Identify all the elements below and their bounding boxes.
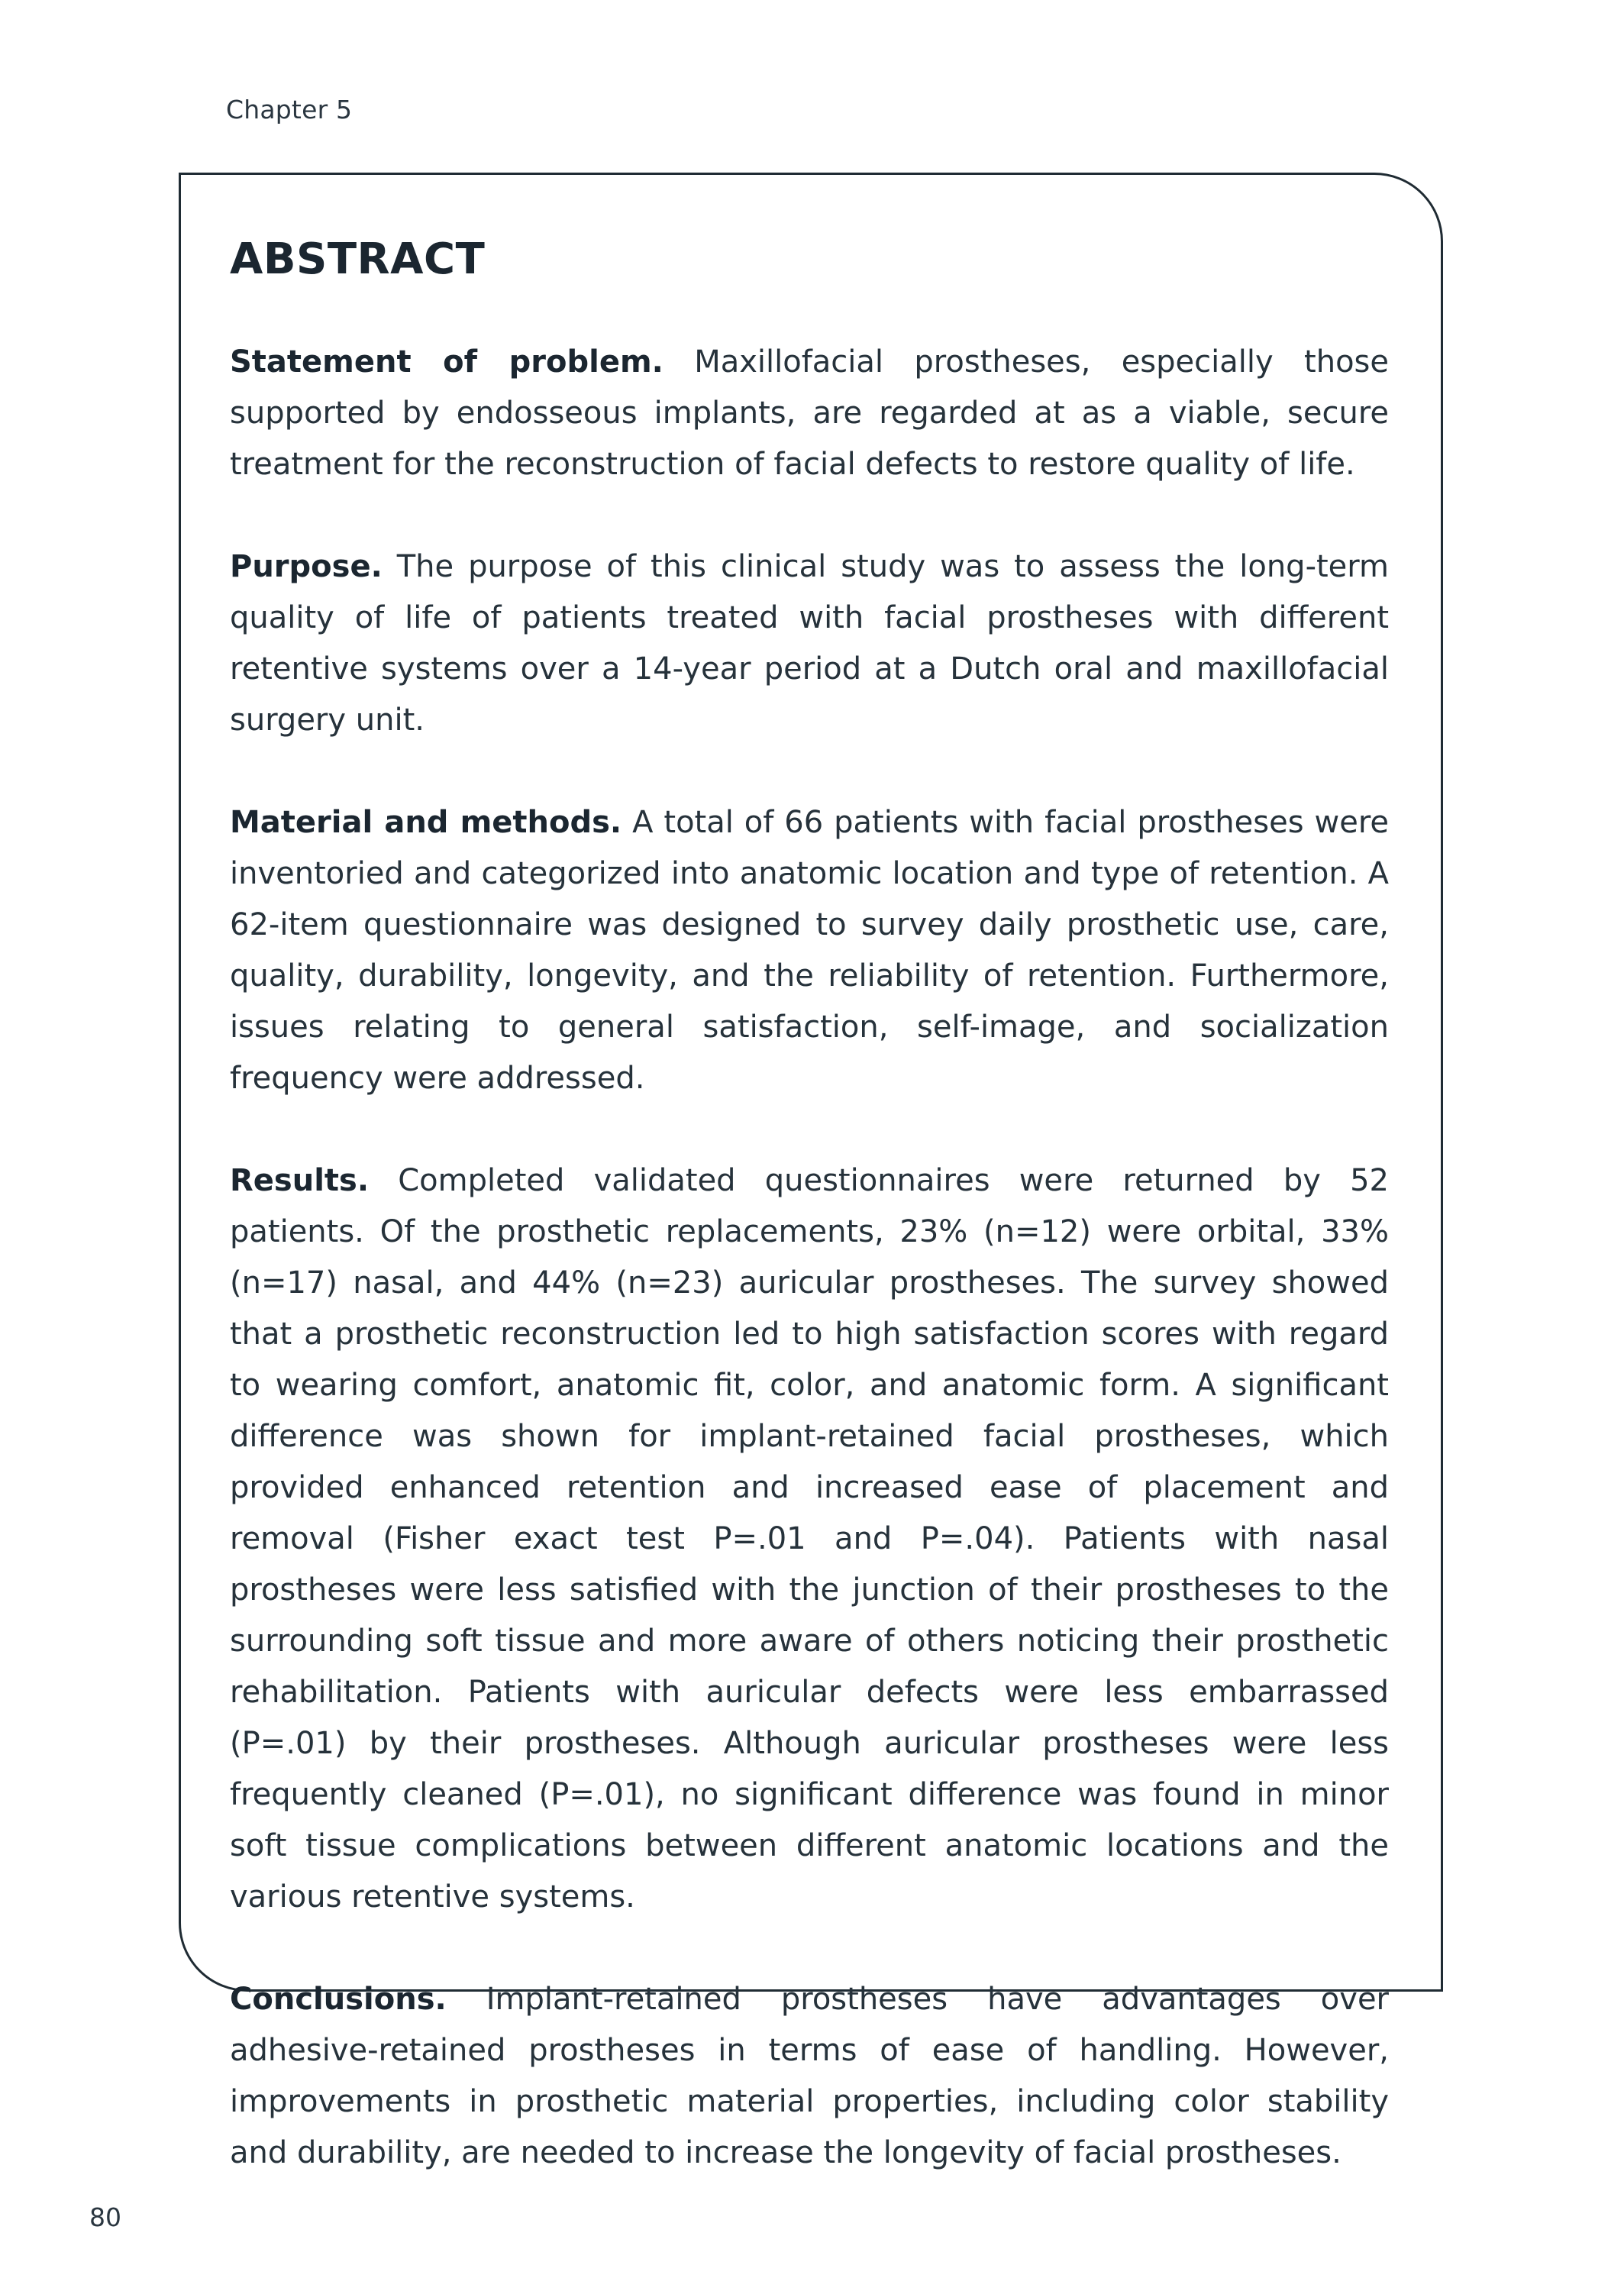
abstract-section-results bbox=[230, 1155, 1389, 1923]
section-text: A total of 66 patients with facial prostheses were inventoried and categorized into anatomic location and type of retention. A 62-item questionnaire was designed to survey daily prosthetic use, care, quality, durability, longevity, and the reliability of retention. Furthermore, issues relating to general satisfaction, self-image, and socialization frequency were addressed. bbox=[230, 804, 1389, 1096]
abstract-section-statement-of-problem bbox=[230, 337, 1389, 490]
section-text: Completed validated questionnaires were returned by 52 patients. Of the prosthetic replacements, 23% (n=12) were orbital, 33% (n=17) nasal, and 44% (n=23) auricular prostheses. The survey showed that a prosthetic reconstruction led to high satisfaction scores with regard to wearing comfort, anatomic fit, color, and anatomic form. A significant difference was shown for implant-retained facial prostheses, which provided enhanced retention and increased ease of placement and removal (Fisher exact test P=.01 and P=.04). Patients with nasal prostheses were less satisfied with the junction of their prostheses to the surrounding soft tissue and more aware of others noticing their prosthetic rehabilitation. Patients with auricular defects were less embarrassed (P=.01) by their prostheses. Although auricular prostheses were less frequently cleaned (P=.01), no significant difference was found in minor soft tissue complications between different anatomic locations and the various retentive systems. bbox=[230, 1162, 1389, 1915]
section-label: Purpose. bbox=[230, 548, 383, 584]
section-label: Material and methods. bbox=[230, 804, 622, 840]
section-text: Maxillofacial prostheses, especially those supported by endosseous implants, are regarded at as a viable, secure treatment for the reconstruction of facial defects to restore quality of life. bbox=[230, 344, 1389, 482]
abstract-box bbox=[179, 173, 1443, 2170]
abstract-section-material-and-methods bbox=[230, 797, 1389, 1104]
abstract-section-purpose bbox=[230, 541, 1389, 746]
running-head: Chapter 5 bbox=[226, 95, 353, 124]
abstract-section-conclusions bbox=[230, 1974, 1389, 2179]
section-label: Results. bbox=[230, 1162, 370, 1198]
section-text: Implant-retained prostheses have advantages over adhesive-retained prostheses in terms of ease of handling. However, improvements in prosthetic material properties, including color stability and durability, are needed to increase the longevity of facial prostheses. bbox=[230, 1981, 1389, 2170]
page-number: 80 bbox=[89, 2202, 121, 2232]
section-label: Conclusions. bbox=[230, 1981, 447, 2017]
section-text: The purpose of this clinical study was to assess the long-term quality of life of patients treated with facial prostheses with different retentive systems over a 14-year period at a Dutch oral and maxillofacial surgery unit. bbox=[230, 548, 1389, 738]
abstract-heading: ABSTRACT bbox=[230, 234, 486, 284]
section-label: Statement of problem. bbox=[230, 344, 663, 380]
